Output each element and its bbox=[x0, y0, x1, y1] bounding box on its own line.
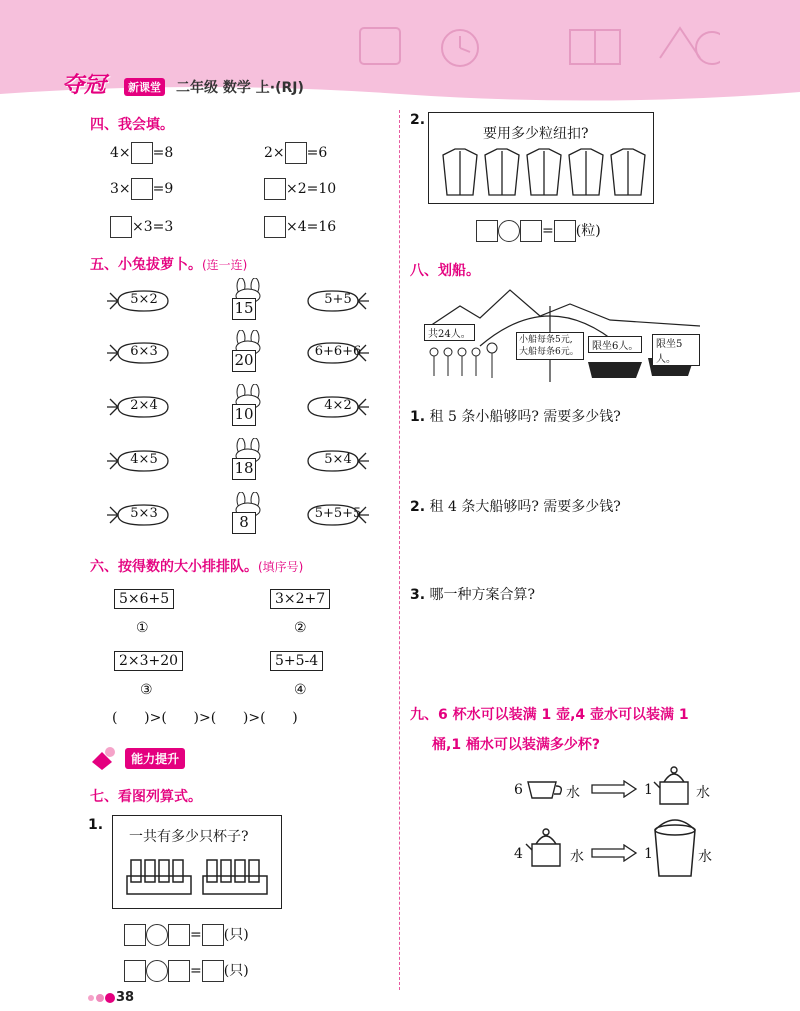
fill-4-1 bbox=[110, 142, 173, 164]
section-5-title-text: 五、小兔拔萝卜。 bbox=[90, 257, 202, 273]
cup-unit: 水 bbox=[566, 785, 580, 801]
q7-2-num bbox=[410, 112, 425, 128]
section-6-hint: (填序号) bbox=[258, 560, 304, 574]
cup-count: 6 bbox=[514, 782, 523, 798]
answer-box[interactable] bbox=[110, 216, 132, 238]
rabbit-card: 10 bbox=[232, 404, 256, 426]
coats-prompt: 要用多少粒纽扣? bbox=[483, 126, 589, 142]
cups-prompt: 一共有多少只杯子? bbox=[129, 829, 249, 845]
section-6-title bbox=[90, 556, 303, 576]
q8-3 bbox=[410, 584, 535, 604]
fill-4-3 bbox=[110, 178, 173, 200]
carrot-right-label: 5+5+5 bbox=[314, 506, 362, 521]
fill-4-2 bbox=[264, 142, 327, 164]
eq-text: ×3=3 bbox=[132, 219, 174, 235]
q-num: 1. bbox=[88, 817, 104, 833]
answer-box[interactable] bbox=[124, 960, 146, 982]
expr-1: 5×6+5 bbox=[114, 589, 174, 609]
kettle-icon bbox=[524, 824, 570, 870]
unit-text: (只) bbox=[223, 963, 249, 979]
q-num: 3. bbox=[410, 587, 426, 603]
rabbit-card: 20 bbox=[232, 350, 256, 372]
operator-circle[interactable] bbox=[498, 220, 520, 242]
carrot-right-label: 4×2 bbox=[324, 398, 352, 413]
rabbit-card: 8 bbox=[232, 512, 256, 534]
answer-box[interactable] bbox=[554, 220, 576, 242]
arrow-right-icon bbox=[590, 844, 638, 862]
section-5-hint: (连一连) bbox=[202, 258, 248, 272]
eq-text: 2× bbox=[264, 145, 285, 161]
order-answer-line[interactable]: ( )>( )>( )>( ) bbox=[112, 710, 298, 726]
fill-4-6 bbox=[264, 216, 336, 238]
bucket-icon bbox=[652, 818, 698, 880]
page-dots-icon bbox=[86, 991, 116, 1005]
carrot-left-label: 6×3 bbox=[130, 344, 158, 359]
ability-label: 能力提升 bbox=[125, 748, 185, 769]
eq-text: 4× bbox=[110, 145, 131, 161]
answer-box[interactable] bbox=[476, 220, 498, 242]
answer-box[interactable] bbox=[202, 960, 224, 982]
eq-text: 3× bbox=[110, 181, 131, 197]
carrot-right-label: 5+5 bbox=[324, 292, 352, 307]
cup-icon bbox=[524, 776, 566, 802]
small-boat-sign: 限坐6人。 bbox=[588, 336, 642, 353]
q8-2 bbox=[410, 496, 621, 516]
section-5-title bbox=[90, 254, 247, 274]
q-num: 1. bbox=[410, 409, 426, 425]
q7-1-num bbox=[88, 817, 103, 833]
q-text: 租 4 条大船够吗? 需要多少钱? bbox=[429, 499, 621, 515]
q7-2-equation: = (粒) bbox=[476, 220, 601, 242]
fill-4-5 bbox=[110, 216, 173, 238]
kettle-icon bbox=[652, 762, 698, 808]
section-9-line1: 九、6 杯水可以装满 1 壶,4 壶水可以装满 1 bbox=[410, 707, 689, 723]
header-band bbox=[0, 0, 800, 108]
q7-1-equation-2: = (只) bbox=[124, 960, 249, 982]
ability-banner bbox=[88, 744, 185, 772]
page-number bbox=[86, 990, 168, 1008]
section-8-title: 八、划船。 bbox=[410, 263, 480, 279]
header-wave bbox=[0, 80, 800, 108]
answer-box[interactable] bbox=[264, 178, 286, 200]
book-title: 二年级 数学 上·(RJ) bbox=[176, 80, 304, 96]
big-boat-sign: 限坐5人。 bbox=[652, 334, 700, 366]
brand-sublogo: 新课堂 bbox=[124, 78, 165, 96]
answer-box[interactable] bbox=[124, 924, 146, 946]
eq-text: =9 bbox=[152, 181, 174, 197]
carrot-left-label: 5×3 bbox=[130, 506, 158, 521]
bucket-unit: 水 bbox=[698, 849, 712, 865]
section-6-title-text: 六、按得数的大小排排队。 bbox=[90, 559, 258, 575]
carrot-left-label: 4×5 bbox=[130, 452, 158, 467]
answer-box[interactable] bbox=[264, 216, 286, 238]
cups-picture-icon bbox=[123, 856, 273, 902]
coats-picture-icon bbox=[437, 147, 647, 199]
expr-3-mark: ③ bbox=[140, 682, 153, 698]
eq-text: ×2=10 bbox=[286, 181, 337, 197]
answer-box[interactable] bbox=[520, 220, 542, 242]
column-divider bbox=[399, 110, 400, 990]
kettle-unit-2: 水 bbox=[570, 849, 584, 865]
arrow-right-icon bbox=[590, 780, 638, 798]
q7-1-equation-1: = (只) bbox=[124, 924, 249, 946]
carrot-right-label: 5×4 bbox=[324, 452, 352, 467]
kettle-unit: 水 bbox=[696, 785, 710, 801]
school-items-icon bbox=[300, 8, 720, 78]
q8-1 bbox=[410, 406, 621, 426]
section-7-title: 七、看图列算式。 bbox=[90, 789, 202, 805]
answer-box[interactable] bbox=[202, 924, 224, 946]
brand-logo: 夺冠 bbox=[62, 73, 107, 98]
carrot-left-label: 5×2 bbox=[130, 292, 158, 307]
eq-text: =8 bbox=[152, 145, 174, 161]
q-text: 哪一种方案合算? bbox=[429, 587, 536, 603]
rabbit-card: 18 bbox=[232, 458, 256, 480]
q-num: 2. bbox=[410, 499, 426, 515]
expr-4: 5+5-4 bbox=[270, 651, 323, 671]
bucket-count: 1 bbox=[644, 846, 653, 862]
kettle-count: 1 bbox=[644, 782, 653, 798]
people-sign: 共24人。 bbox=[424, 324, 475, 341]
answer-box[interactable] bbox=[131, 178, 153, 200]
rabbit-card: 15 bbox=[232, 298, 256, 320]
expr-3: 2×3+20 bbox=[114, 651, 183, 671]
price-sign bbox=[516, 332, 584, 360]
cups-frame bbox=[112, 815, 282, 909]
ability-icon bbox=[88, 744, 120, 772]
page-number-text: 38 bbox=[116, 990, 135, 1005]
unit-text: (只) bbox=[223, 927, 249, 943]
price-big: 大船每条6元。 bbox=[519, 347, 579, 357]
answer-box[interactable] bbox=[168, 924, 190, 946]
section-4-title: 四、我会填。 bbox=[90, 117, 174, 133]
carrot-left-label: 2×4 bbox=[130, 398, 158, 413]
expr-2-mark: ② bbox=[294, 620, 307, 636]
q-num: 2. bbox=[410, 112, 426, 128]
expr-1-mark: ① bbox=[136, 620, 149, 636]
q-text: 租 5 条小船够吗? 需要多少钱? bbox=[429, 409, 621, 425]
answer-box[interactable] bbox=[285, 142, 307, 164]
eq-text: =6 bbox=[306, 145, 328, 161]
boating-scene bbox=[420, 286, 700, 390]
unit-text: (粒) bbox=[575, 223, 601, 239]
answer-box[interactable] bbox=[131, 142, 153, 164]
coats-frame bbox=[428, 112, 654, 204]
kettle-count-2: 4 bbox=[514, 846, 523, 862]
eq-text: ×4=16 bbox=[286, 219, 337, 235]
carrot-right-label: 6+6+6 bbox=[314, 344, 362, 359]
fill-4-4 bbox=[264, 178, 336, 200]
section-9-line2: 桶,1 桶水可以装满多少杯? bbox=[432, 737, 601, 753]
expr-4-mark: ④ bbox=[294, 682, 307, 698]
answer-box[interactable] bbox=[168, 960, 190, 982]
operator-circle[interactable] bbox=[146, 960, 168, 982]
price-small: 小船每条5元, bbox=[519, 335, 573, 345]
expr-2: 3×2+7 bbox=[270, 589, 330, 609]
operator-circle[interactable] bbox=[146, 924, 168, 946]
